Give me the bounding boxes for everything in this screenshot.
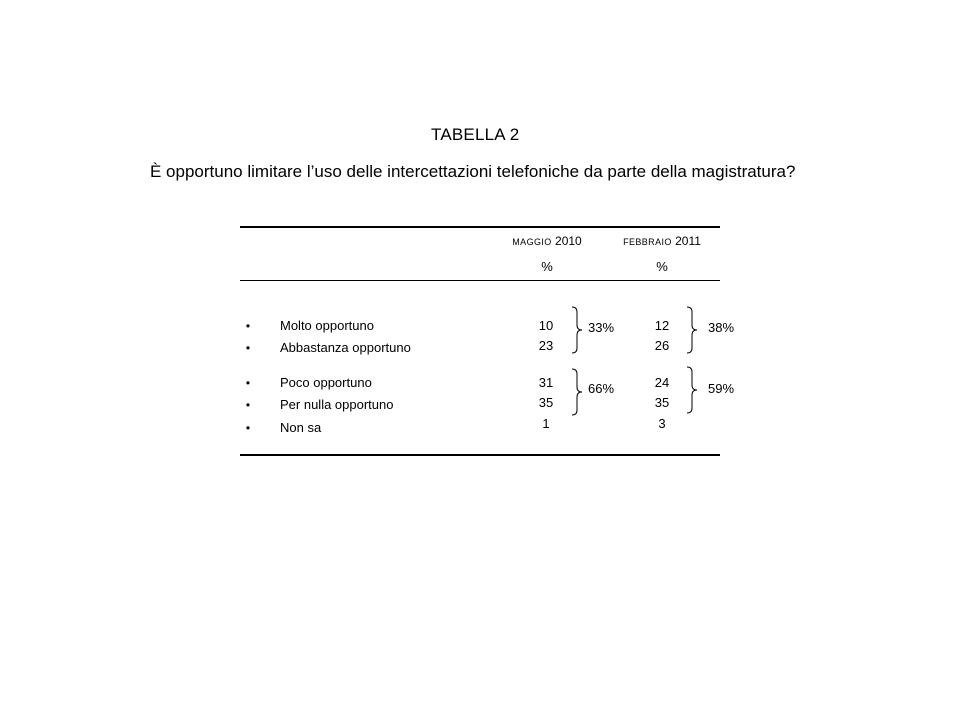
- brace-non-opportuno-2010: [570, 368, 584, 416]
- row-label: Molto opportuno: [280, 318, 374, 333]
- sum-opportuno-2011: 38%: [708, 320, 735, 335]
- table-title: TABELLA 2: [431, 125, 520, 144]
- bullet: •: [245, 421, 251, 435]
- column-unit-2011: %: [656, 259, 668, 274]
- column-year-2011: 2011: [675, 234, 701, 248]
- table-question: È opportuno limitare l’uso delle intercettazioni telefoniche da parte della magistratura?: [150, 162, 796, 181]
- row-value-2011: 24: [654, 375, 670, 390]
- row-label: Non sa: [280, 420, 322, 435]
- bullet: •: [245, 398, 251, 412]
- brace-opportuno-2011: [685, 306, 699, 354]
- sum-non-opportuno-2011: 59%: [708, 381, 735, 396]
- row-value-2010: 23: [538, 338, 554, 353]
- column-month-2011: FEBBRAIO: [623, 237, 672, 247]
- bullet: •: [245, 319, 251, 333]
- brace-opportuno-2010: [570, 306, 584, 354]
- column-header-2010: [487, 234, 607, 248]
- column-year-2010: 2010: [555, 234, 582, 248]
- row-value-2010: 1: [542, 416, 550, 431]
- bullet: •: [245, 376, 251, 390]
- row-value-2011: 26: [654, 338, 670, 353]
- column-header-2011: [602, 234, 722, 248]
- top-rule: [240, 226, 720, 228]
- row-value-2010: 31: [538, 375, 554, 390]
- brace-non-opportuno-2011: [685, 366, 699, 414]
- row-value-2010: 10: [538, 318, 554, 333]
- row-label: Poco opportuno: [280, 375, 372, 390]
- bottom-rule: [240, 454, 720, 456]
- row-value-2011: 3: [658, 416, 666, 431]
- row-value-2010: 35: [538, 395, 554, 410]
- row-label: Per nulla opportuno: [280, 397, 394, 412]
- row-value-2011: 12: [654, 318, 670, 333]
- column-unit-2010: %: [541, 259, 553, 274]
- bullet: •: [245, 341, 251, 355]
- header-rule: [240, 280, 720, 281]
- sum-opportuno-2010: 33%: [588, 320, 615, 335]
- row-label: Abbastanza opportuno: [280, 340, 411, 355]
- sum-non-opportuno-2010: 66%: [588, 381, 615, 396]
- row-value-2011: 35: [654, 395, 670, 410]
- column-month-2010: MAGGIO: [512, 237, 552, 247]
